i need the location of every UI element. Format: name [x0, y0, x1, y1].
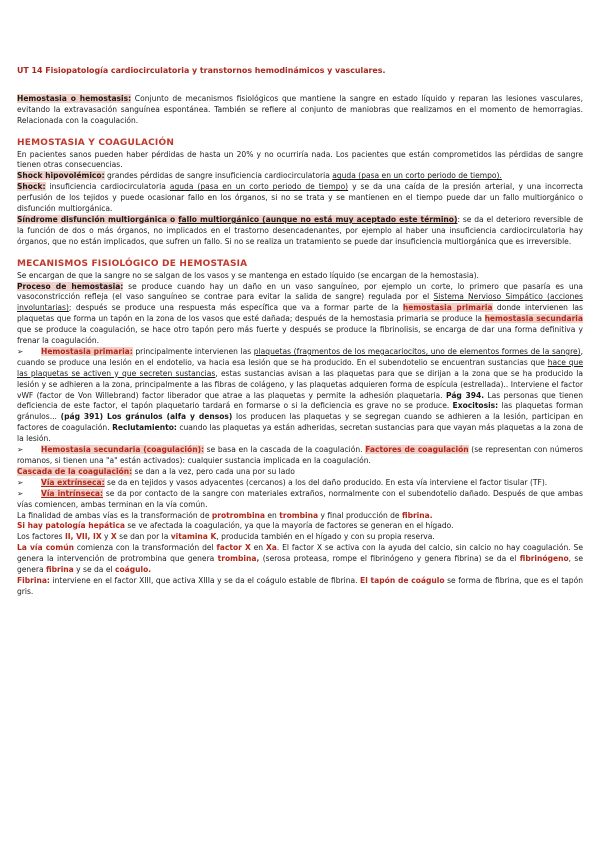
text: ; después se produce una respuesta más específica que va a formar parte de la [68, 303, 403, 313]
bold-text: Reclutamiento: [112, 423, 177, 433]
term-shock-hipovolemico: Shock hipovolémico: [17, 171, 105, 181]
underlined-text: plaquetas (fragmentos de los megacariocitos, uno de elementos formes de la sangre) [253, 346, 581, 356]
bold-text: (pág 391) Los gránulos (alfa y densos) [60, 412, 233, 422]
paragraph-factores [17, 532, 583, 543]
term-cascada: Cascada de la coagulación: [17, 466, 133, 476]
paragraph-fibrina [17, 576, 583, 598]
term-proceso: Proceso de hemostasia: [17, 281, 124, 291]
text: (se representan con números romanos, si tienen una "a" están activados): cualquier sustancia implicada en la coagulación. [17, 445, 583, 465]
definition-term: Hemostasia o hemostasis: [17, 93, 132, 103]
text: Las personas que tienen deficiencia de este factor, el tapón plaquetario tardará en formarse o si la deficiencia es grave no se produce. [17, 390, 583, 411]
red-term: Si hay patología hepática [17, 521, 125, 531]
text: se dan por la [116, 532, 171, 542]
paragraph-proceso [17, 282, 583, 347]
text: y final producción de [318, 510, 402, 520]
red-term: Xa [265, 543, 277, 553]
text: los producen las plaquetas y se segregan cuando se adhieren a la lesión, participan en factores de coagulación. [17, 412, 583, 433]
paragraph-sdmo [17, 215, 583, 248]
paragraph-finalidad [17, 511, 583, 522]
text: : se da el deterioro reversible de la función de dos o más órganos, no implicados en el trastorno desencadenantes, por ejemplo al haber una insuficiencia cardiocirculatoria hay órganos, que no están implicados, que sufren un fallo. Si no se realiza un tratamiento se puede dar insuficiencia multiorgánica que es irreversible. [17, 214, 583, 246]
text: , cuando se produce una lesión en el endotelio, va hacia esa lesión que se ha producido. En el subendotelio se encuentran sustancias que [17, 346, 584, 367]
paragraph-patients: En pacientes sanos pueden haber pérdidas de hasta un 20% y no ocurriría nada. Los pacientes que están comprometidos las pérdidas de sangre tienen otras consecuencias. [17, 149, 583, 170]
paragraph-shock [17, 182, 583, 215]
highlight-hemostasia-primaria: hemostasia primaria [402, 303, 493, 313]
arrow-bullet-icon: ➢ [17, 346, 24, 356]
bold-text: Exocitosis: [452, 401, 499, 411]
text: se da por contacto de la sangre con materiales extraños, normalmente con el subendotelio dañado. Después de que ambas vías comiencen, ambas terminan en la vía común. [17, 488, 583, 509]
term-text: Síndrome disfunción multiorgánica o [17, 214, 179, 224]
highlight-factores-coagulacion: Factores de coagulación [365, 445, 469, 455]
arrow-bullet-icon: ➢ [17, 477, 24, 487]
paragraph-via-intrinseca [17, 489, 583, 511]
text: y se da el [73, 565, 115, 575]
red-term: II, VII, IX [64, 532, 102, 542]
text: en [250, 543, 266, 553]
paragraph-hemostasia-secundaria [17, 445, 583, 467]
text: que se produce la coagulación, se hace otro tapón pero más fuerte y después se produce la fibrinolisis, se encarga de dar una forma definitiva y frenar la coagulación. [17, 325, 583, 346]
text: cuando las plaquetas ya están adheridas, secretan sustancias para que vayan más plaquetas a la zona de la lesión. [17, 423, 583, 444]
text: se basa en la cascada de la coagulación. [204, 445, 366, 455]
text: y se da una caída de la presión arterial, y una incorrecta perfusión de los tejidos y puede ocasionar fallo en los órganos, si no se trata y se mantienen en el tiempo puede dar un fallo multiorgánico o disfunción multiorgánica. [17, 182, 583, 214]
definition-text: Conjunto de mecanismos fisiológicos que mantiene la sangre en estado líquido y reparan las lesiones vasculares, evitando la extravasación sanguínea espontánea. También se refiere al conjunto de maniobras que realizamos en el momento de hemorragias. Relacionada con la coagulación. [17, 93, 583, 125]
highlight-hemostasia-secundaria: hemostasia secundaria [484, 314, 583, 324]
section-heading-hemostasia: HEMOSTASIA Y COAGULACIÓN [17, 137, 175, 148]
text: interviene en el factor XIII, que activa XIIIa y se da el coágulo estable de fibrina. [49, 575, 361, 585]
text: grandes pérdidas de sangre insuficiencia cardiocirculatoria [104, 171, 333, 181]
text: principalmente intervienen las [132, 346, 254, 356]
term-hemostasia-secundaria: Hemostasia secundaria (coagulación): [41, 445, 205, 455]
paragraph-cascada [17, 467, 583, 478]
text: y [101, 532, 111, 542]
text: Los factores [17, 532, 65, 542]
paragraph-via-comun [17, 543, 583, 576]
bold-text: Pág 394. [445, 390, 485, 400]
underlined-text: Sistema Nervioso Simpático (acciones involuntarias) [17, 292, 583, 313]
text: . El factor X se activa con la ayuda del calcio, sin calcio no hay coagulación. Se genera la intervención de protrombina que genera [17, 543, 583, 564]
term-sdmo [17, 215, 457, 224]
underlined-text: hace que las plaquetas se activen y que secreten sustancias [17, 357, 583, 378]
paragraph-via-extrinseca [17, 478, 583, 489]
text: insuficiencia cardiocirculatoria [45, 182, 170, 192]
arrow-bullet-icon: ➢ [17, 445, 24, 455]
text: comienza con la transformación del [73, 543, 217, 553]
text: , producida también en el hígado y con su propia reserva. [216, 532, 435, 542]
term-via-intrinseca: Vía intrínseca: [41, 488, 104, 498]
text: se produce cuando hay un daño en un vaso sanguíneo, por ejemplo un corte, lo primero que pasaría es una vasoconstricción refleja (el vaso sanguíneo se contrae para evitar la salida de sangre) regulada por el [17, 281, 584, 302]
underlined-text: aguda (pasa en un corto periodo de tiempo). [332, 171, 502, 181]
red-term: X [110, 532, 117, 542]
spacer [17, 127, 583, 138]
underlined-text: aguda (pasa en un corto periodo de tiempo) [169, 182, 349, 192]
red-term: factor X [216, 543, 251, 553]
red-term: Fibrina: [17, 575, 50, 585]
text: se dan a la vez, pero cada una por su lado [132, 466, 295, 476]
spacer [17, 248, 583, 259]
red-term: fibrina. [401, 510, 433, 520]
red-term: La vía común [17, 543, 74, 553]
term-via-extrinseca: Vía extrínseca: [41, 477, 105, 487]
paragraph-shock-hipovolemico [17, 171, 583, 182]
text: , estas sustancias avisan a las plaquetas para que se dirijan a la zona que se ha producido la lesión y se adhieren a la zona, principalmente a las fibras de colágeno, y las plaquetas adquieren forma de espícula (estrellada).. Interviene el factor vWF (factor de Von Willebrand) factor liberador que atrae a las plaquetas y permite la adhesión plaquetaria. [17, 368, 584, 400]
document-page [17, 66, 583, 598]
red-term: El tapón de coágulo [360, 575, 445, 585]
text: (serosa proteasa, rompe el fibrinógeno y genera fibrina) se da el [259, 554, 520, 564]
paragraph-intro: Se encargan de que la sangre no se salgan de los vasos y se mantenga en estado líquido (se encargan de la hemostasia). [17, 270, 479, 280]
document-title: UT 14 Fisiopatología cardiocirculatoria y transtornos hemodinámicos y vasculares. [17, 66, 386, 75]
section-heading-mecanismos: MECANISMOS FISIOLÓGICO DE HEMOSTASIA [17, 258, 248, 269]
term-hemostasia-primaria: Hemostasia primaria: [41, 346, 133, 356]
text: las plaquetas forman gránulos... [17, 401, 583, 422]
paragraph-hemostasia-primaria [17, 347, 583, 445]
text: se forma de fibrina, que es el tapón gris. [17, 575, 583, 596]
text: en [265, 510, 280, 520]
red-term: protrombina [211, 510, 266, 520]
red-term: fibrina [46, 565, 74, 575]
red-term: trombina, [217, 554, 260, 564]
arrow-bullet-icon: ➢ [17, 488, 24, 498]
text: donde intervienen las plaquetas que forma un tapón en la zona de los vasos que esté dañada; después de la hemostasia primaria se produce la [17, 303, 583, 324]
paragraph-patologia [17, 521, 583, 532]
underlined-text: fallo multiorgánico (aunque no está muy aceptado este término) [178, 214, 458, 224]
text: se ve afectada la coagulación, ya que la mayoría de factores se generan en el hígado. [124, 521, 454, 531]
text: La finalidad de ambas vías es la transformación de [17, 510, 212, 520]
definition-paragraph [17, 94, 583, 127]
red-term: fibrinógeno [519, 554, 569, 564]
red-term: vitamina K [170, 532, 217, 542]
text: , se genera [17, 554, 584, 575]
red-term: trombina [279, 510, 319, 520]
red-term: coágulo. [114, 565, 152, 575]
text: se da en tejidos y vasos adyacentes (cercanos) a los del daño producido. En esta vía interviene el factor tisular (TF). [104, 477, 548, 487]
term-shock: Shock: [17, 182, 46, 192]
